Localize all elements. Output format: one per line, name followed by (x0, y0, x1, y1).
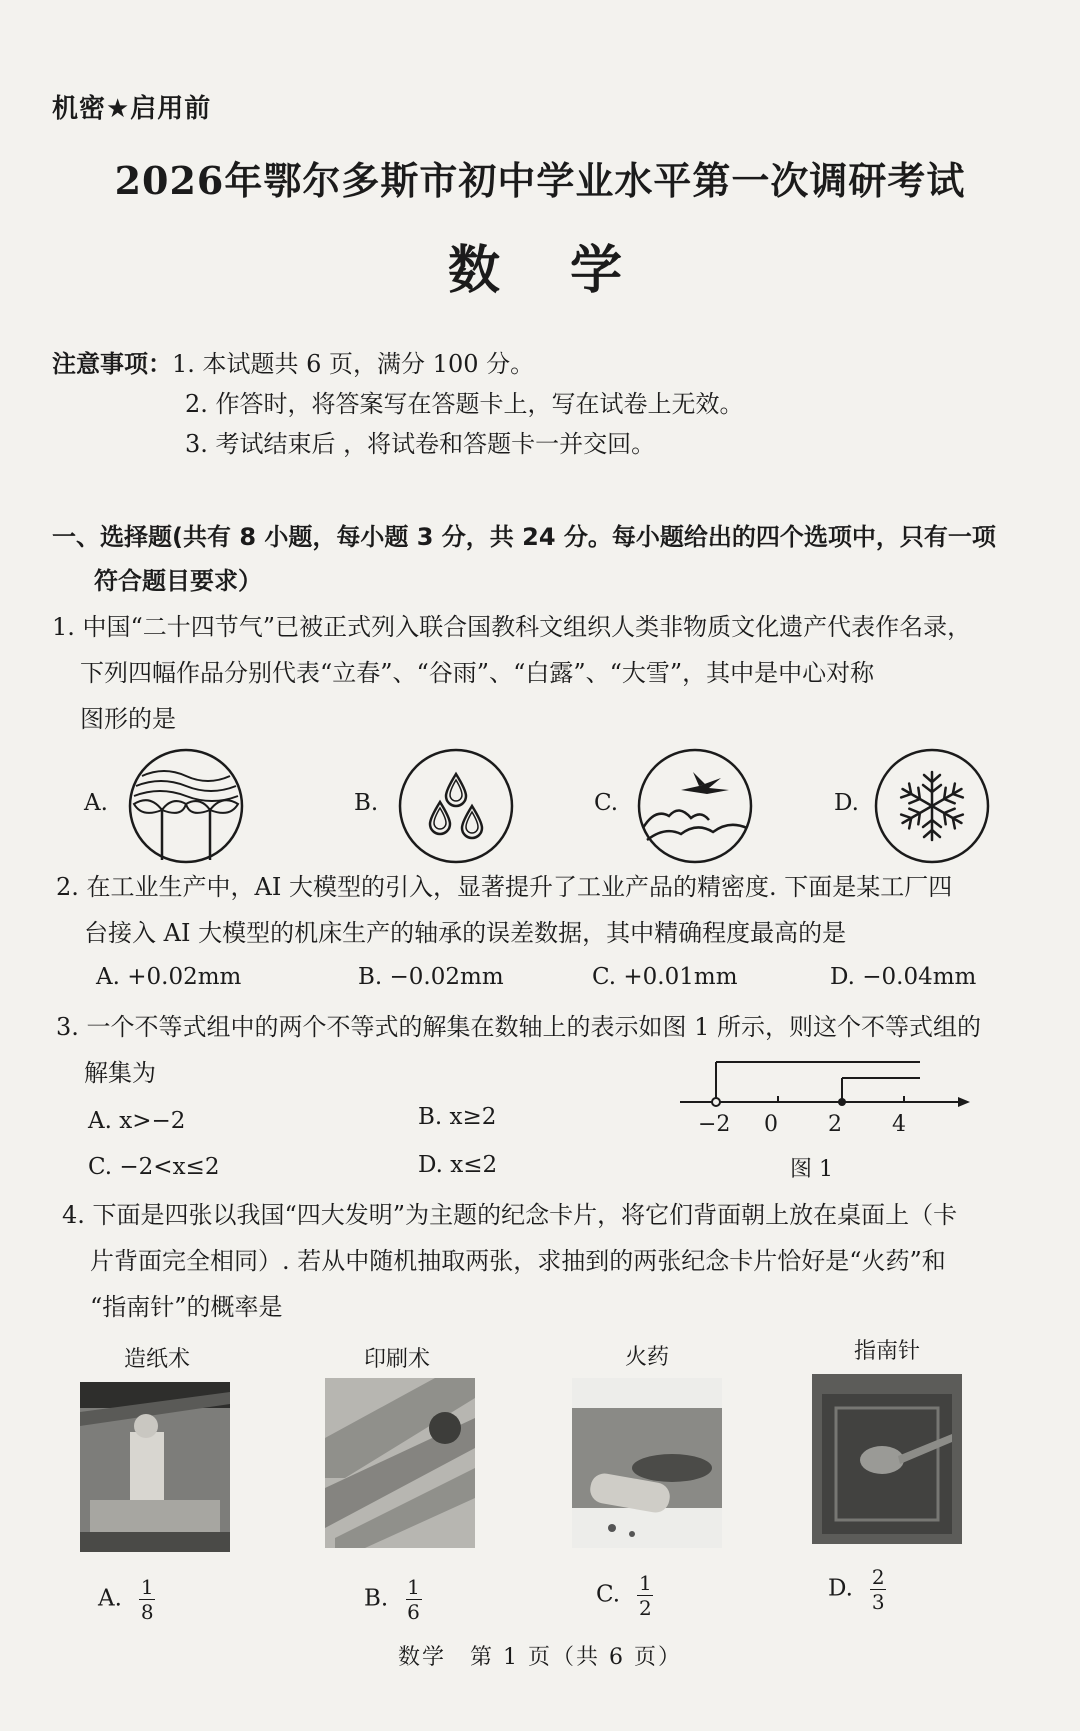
notes-block (52, 344, 744, 464)
option-letter: B. (364, 1585, 389, 1612)
option-label: D. (834, 790, 859, 816)
question-text: 4. 下面是四张以我国“四大发明”为主题的纪念卡片，将它们背面朝上放在桌面上（卡 (62, 1201, 958, 1229)
denominator: 6 (407, 1600, 420, 1624)
section-heading-line: 一、选择题(共有 8 小题，每小题 3 分，共 24 分。每小题给出的四个选项中，只有一项 (52, 523, 996, 551)
papermaking-image (80, 1382, 230, 1552)
question-2 (56, 864, 1036, 956)
option-a: A. x>−2 (88, 1108, 186, 1134)
question-text: 3. 一个不等式组中的两个不等式的解集在数轴上的表示如图 1 所示，则这个不等式组的 (56, 1013, 982, 1041)
lichun-sprout-icon (128, 748, 244, 864)
card-title: 火药 (624, 1345, 669, 1370)
bailu-bird-icon (637, 748, 753, 864)
numerator: 1 (639, 1571, 652, 1595)
question-text: 1. 中国“二十四节气”已被正式列入联合国教科文组织人类非物质文化遗产代表作名录， (52, 613, 972, 641)
denominator: 3 (871, 1590, 885, 1614)
numerator: 1 (407, 1575, 420, 1599)
option-label: B. (354, 790, 379, 816)
fraction (139, 1576, 155, 1623)
question-text: 图形的是 (80, 705, 176, 733)
card-title: 造纸术 (123, 1347, 190, 1372)
gunpowder-image (572, 1378, 722, 1548)
guyu-raindrops-icon (398, 748, 514, 864)
option-b: B. x≥2 (418, 1104, 497, 1130)
question-text: 2. 在工业生产中，AI 大模型的引入，显著提升了工业产品的精密度. 下面是某工厂四 (56, 873, 953, 901)
option-label: A. (84, 790, 108, 816)
denominator: 8 (140, 1600, 154, 1624)
printing-image (325, 1378, 475, 1548)
section-heading-line: 符合题目要求） (94, 567, 262, 595)
option-label: C. (594, 790, 619, 816)
note-item: 1. 本试题共 6 页，满分 100 分。 (172, 350, 535, 378)
numerator: 1 (140, 1575, 154, 1599)
confidential-label: 机密★启用前 (52, 94, 212, 124)
option-d (828, 1566, 886, 1613)
fraction (870, 1566, 886, 1613)
subject-title: 数学 (447, 241, 692, 301)
question-text: 下列四幅作品分别代表“立春”、“谷雨”、“白露”、“大雪”，其中是中心对称 (80, 659, 875, 687)
question-text: “指南针”的概率是 (90, 1293, 283, 1321)
axis-label: −2 (698, 1112, 731, 1137)
question-text: 片背面完全相同）. 若从中随机抽取两张，求抽到的两张纪念卡片恰好是“火药”和 (90, 1247, 946, 1275)
option-d: D. −0.04mm (830, 964, 977, 990)
figure-caption: 图 1 (790, 1157, 833, 1182)
option-letter: C. (596, 1581, 621, 1608)
option-c: C. −2<x≤2 (88, 1154, 220, 1180)
page-footer: 数学 第 1 页（共 6 页） (398, 1645, 682, 1670)
option-c (596, 1572, 653, 1619)
compass-image (812, 1374, 962, 1544)
option-a: A. +0.02mm (96, 964, 242, 990)
question-1 (52, 604, 1032, 742)
daxue-snowflake-icon (874, 748, 990, 864)
option-b (364, 1576, 422, 1623)
question-4 (62, 1192, 1042, 1330)
option-d: D. x≤2 (418, 1152, 498, 1178)
fraction (406, 1576, 422, 1623)
exam-title: 2026年鄂尔多斯市初中学业水平第一次调研考试 (114, 158, 966, 203)
option-c: C. +0.01mm (592, 964, 738, 990)
notes-label: 注意事项： (52, 350, 172, 378)
card-title: 印刷术 (363, 1347, 430, 1372)
question-text: 解集为 (84, 1059, 156, 1087)
axis-label: 2 (828, 1112, 842, 1137)
option-letter: D. (828, 1575, 853, 1602)
section-heading (52, 515, 1042, 603)
numerator: 2 (871, 1565, 885, 1589)
option-letter: A. (98, 1585, 122, 1612)
card-title: 指南针 (853, 1339, 920, 1364)
question-text: 台接入 AI 大模型的机床生产的轴承的误差数据，其中精确程度最高的是 (84, 919, 847, 947)
option-a (98, 1576, 155, 1623)
note-item: 2. 作答时，将答案写在答题卡上，写在试卷上无效。 (185, 390, 744, 418)
denominator: 2 (639, 1596, 652, 1620)
fraction (637, 1572, 653, 1619)
option-b: B. −0.02mm (358, 964, 504, 990)
note-item: 3. 考试结束后 ，将试卷和答题卡一并交回。 (185, 430, 656, 458)
axis-label: 4 (892, 1112, 906, 1137)
axis-label: 0 (764, 1112, 778, 1137)
